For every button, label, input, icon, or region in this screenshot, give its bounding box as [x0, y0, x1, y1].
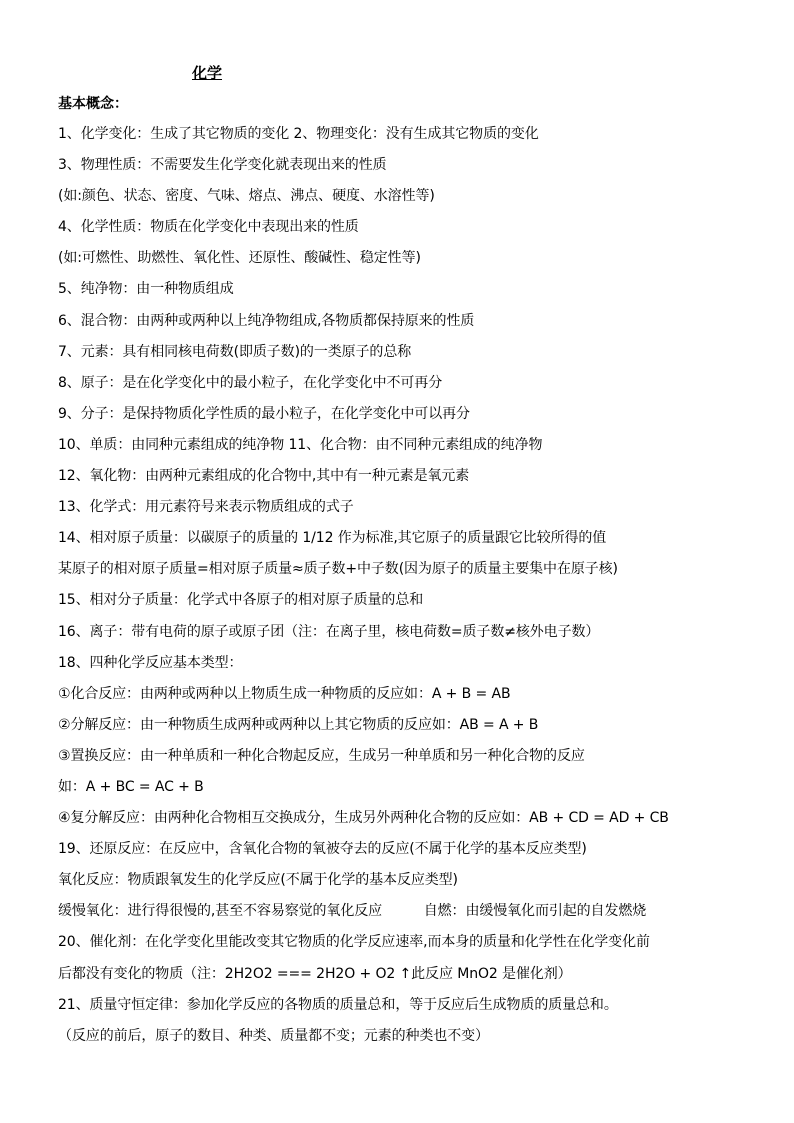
- text-line: 6、混合物：由两种或两种以上纯净物组成,各物质都保持原来的性质: [58, 312, 475, 329]
- text-line: 12、氧化物：由两种元素组成的化合物中,其中有一种元素是氧元素: [58, 468, 470, 485]
- text-body: [58, 123, 788, 1056]
- text-line: 4、化学性质：物质在化学变化中表现出来的性质: [58, 219, 359, 236]
- text-line: 后都没有变化的物质（注：2H2O2 === 2H2O + O2 ↑此反应 MnO2 是催化剂）: [58, 965, 572, 982]
- text-line: 10、单质：由同种元素组成的纯净物 11、化合物：由不同种元素组成的纯净物: [58, 436, 543, 453]
- text-line: 15、相对分子质量：化学式中各原子的相对原子质量的总和: [58, 592, 424, 609]
- text-line: 18、四种化学反应基本类型：: [58, 654, 243, 671]
- text-line: 氧化反应：物质跟氧发生的化学反应(不属于化学的基本反应类型): [58, 872, 458, 889]
- text-line: 16、离子：带有电荷的原子或原子团（注：在离子里，核电荷数=质子数≠核外电子数）: [58, 623, 600, 640]
- text-line: 8、原子：是在化学变化中的最小粒子，在化学变化中不可再分: [58, 374, 443, 391]
- section-heading: 基本概念：: [58, 96, 128, 112]
- text-line: 20、催化剂：在化学变化里能改变其它物质的化学反应速率,而本身的质量和化学性在化学变化前: [58, 934, 650, 951]
- text-line: ①化合反应：由两种或两种以上物质生成一种物质的反应如：A + B = AB: [58, 685, 511, 702]
- text-line: (如:颜色、状态、密度、气味、熔点、沸点、硬度、水溶性等): [58, 188, 435, 205]
- text-line: 缓慢氧化：进行得很慢的,甚至不容易察觉的氧化反应 自燃：由缓慢氧化而引起的自发燃烧: [58, 903, 647, 920]
- text-line: 3、物理性质：不需要发生化学变化就表现出来的性质: [58, 157, 387, 174]
- text-line: 9、分子：是保持物质化学性质的最小粒子，在化学变化中可以再分: [58, 405, 470, 422]
- text-line: （反应的前后，原子的数目、种类、质量都不变；元素的种类也不变）: [58, 1027, 489, 1044]
- text-line: ②分解反应：由一种物质生成两种或两种以上其它物质的反应如：AB = A + B: [58, 716, 539, 733]
- text-line: (如:可燃性、助燃性、氧化性、还原性、酸碱性、稳定性等): [58, 250, 421, 267]
- text-line: 某原子的相对原子质量=相对原子质量≈质子数+中子数(因为原子的质量主要集中在原子核): [58, 561, 618, 578]
- text-line: 7、元素：具有相同核电荷数(即质子数)的一类原子的总称: [58, 343, 412, 360]
- document-title: 化学: [192, 64, 223, 82]
- text-line: 5、纯净物：由一种物质组成: [58, 281, 234, 298]
- text-line: 14、相对原子质量：以碳原子的质量的 1/12 作为标准,其它原子的质量跟它比较所得的值: [58, 530, 607, 547]
- text-line: ④复分解反应：由两种化合物相互交换成分，生成另外两种化合物的反应如：AB + CD = AD + CB: [58, 810, 669, 827]
- text-line: 13、化学式：用元素符号来表示物质组成的式子: [58, 499, 354, 516]
- text-line: 19、还原反应：在反应中，含氧化合物的氧被夺去的反应(不属于化学的基本反应类型): [58, 841, 587, 858]
- text-line: ③置换反应：由一种单质和一种化合物起反应，生成另一种单质和另一种化合物的反应: [58, 747, 585, 764]
- text-line: 1、化学变化：生成了其它物质的变化 2、物理变化：没有生成其它物质的变化: [58, 126, 539, 142]
- text-line: 如：A + BC = AC + B: [58, 778, 204, 795]
- text-line: 21、质量守恒定律：参加化学反应的各物质的质量总和，等于反应后生成物质的质量总和。: [58, 996, 618, 1013]
